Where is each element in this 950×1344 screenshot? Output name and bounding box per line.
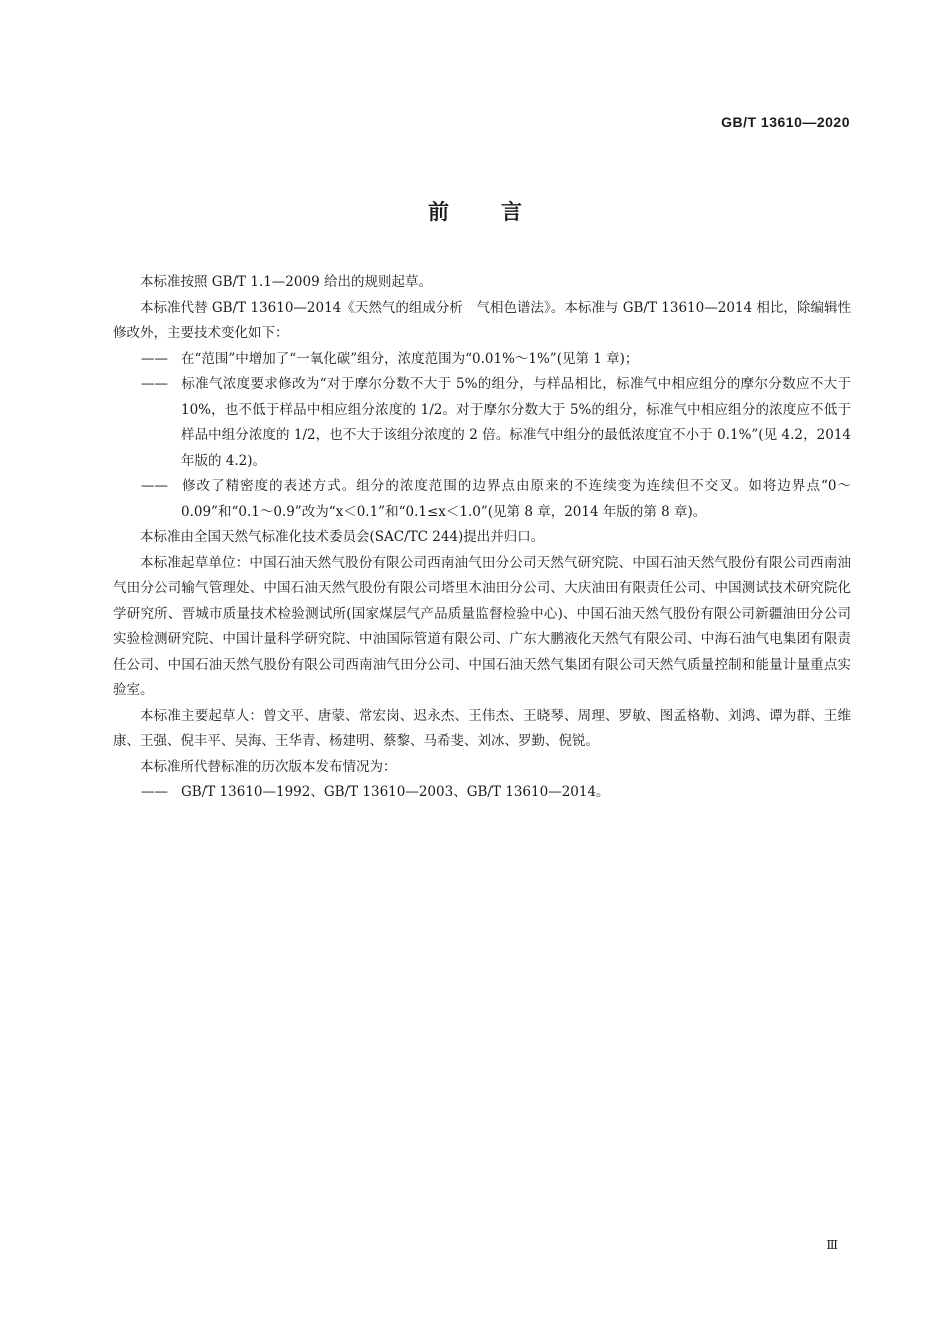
paragraph-drafting-rules: 本标准按照 GB/T 1.1—2009 给出的规则起草。: [140, 274, 432, 290]
change-item-standard-gas: [113, 372, 851, 474]
paragraph-history: 本标准所代替标准的历次版本发布情况为：: [140, 758, 397, 775]
change-item-text: 在“范围”中增加了“一氧化碳”组分，浓度范围为“0.01%～1%”(见第 1 章)；: [181, 350, 639, 367]
change-item-text: 修改了精密度的表述方式。组分的浓度范围的边界点由原来的不连续变为连续但不交叉。如将边界点“0～0.09”和“0.1～0.9”改为“x＜0.1”和“0.1≤x＜1.0”(见第 8 章，2014 年版的第 8 章)。: [181, 478, 851, 520]
history-item: [113, 780, 851, 806]
paragraph-drafting-units: 本标准起草单位：中国石油天然气股份有限公司西南油气田分公司天然气研究院、中国石油天然气股份有限公司西南油气田分公司输气管理处、中国石油天然气股份有限公司塔里木油田分公司、大庆油田有限责任公司、中国测试技术研究院化学研究所、晋城市质量技术检验测试所(国家煤层气产品质量监督检验中心)、中国石油天然气股份有限公司新疆油田分公司实验检测研究院、中国计量科学研究院、中油国际管道有限公司、广东大鹏液化天然气有限公司、中海石油气电集团有限责任公司、中国石油天然气股份有限公司西南油气田分公司、中国石油天然气集团有限公司天然气质量控制和能量计量重点实验室。: [113, 554, 851, 698]
change-item-scope: [113, 347, 851, 373]
paragraph-replacement: 本标准代替 GB/T 13610—2014《天然气的组成分析 气相色谱法》。本标准与 GB/T 13610—2014 相比，除编辑性修改外，主要技术变化如下：: [113, 299, 851, 341]
page-title: 前言: [428, 200, 574, 224]
standard-code: GB/T 13610—2020: [721, 114, 850, 130]
dash-mark: ——: [141, 478, 168, 494]
page-number: Ⅲ: [826, 1238, 838, 1252]
history-item-text: GB/T 13610—1992、GB/T 13610—2003、GB/T 13610—2014。: [181, 784, 610, 800]
change-item-text: 标准气浓度要求修改为“对于摩尔分数不大于 5%的组分，与样品相比，标准气中相应组分的摩尔分数应不大于 10%，也不低于样品中相应组分浓度的 1/2。对于摩尔分数大于 5%的组分，标准气中相应组分的浓度应不低于样品中组分浓度的 1/2，也不大于该组分浓度的 2 倍。标准气中组分的最低浓度宜不小于 0.1%”(见 4.2，2014 年版的 4.2)。: [181, 376, 851, 469]
dash-mark: ——: [141, 784, 168, 800]
paragraph-proposer: 本标准由全国天然气标准化技术委员会(SAC/TC 244)提出并归口。: [140, 529, 545, 545]
change-item-precision: [113, 474, 851, 525]
foreword-body: [113, 270, 851, 806]
paragraph-drafters: 本标准主要起草人：曾文平、唐蒙、常宏岗、迟永杰、王伟杰、王晓琴、周理、罗敏、图孟格勒、刘鸿、谭为群、王维康、王强、倪丰平、吴海、王华青、杨建明、蔡黎、马希斐、刘冰、罗勤、倪锐。: [113, 707, 851, 749]
dash-mark: ——: [141, 376, 168, 392]
dash-mark: ——: [141, 350, 168, 367]
